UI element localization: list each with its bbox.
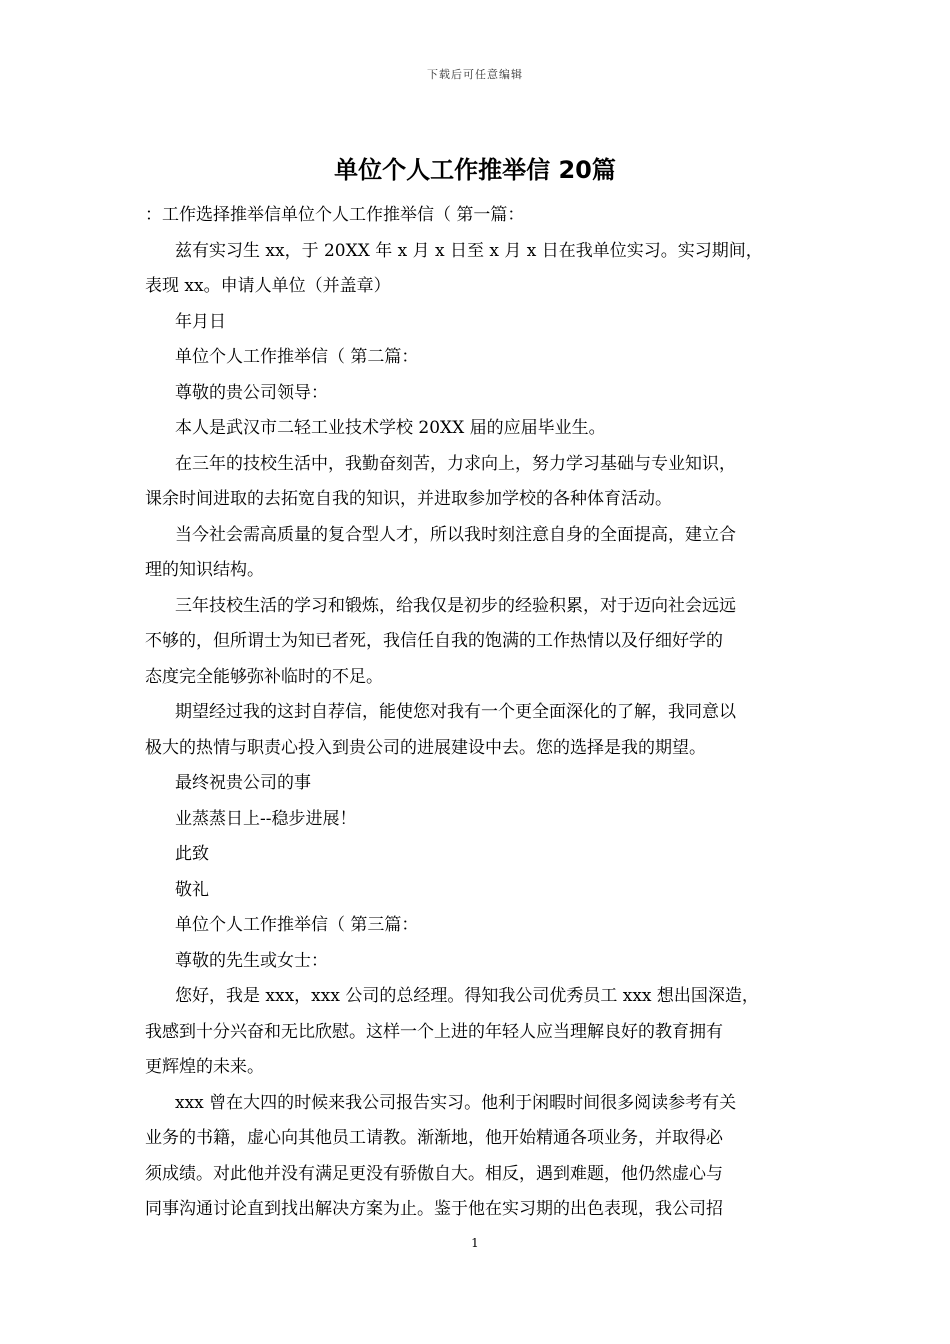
text-line: 须成绩。对此他并没有满足更没有骄傲自大。相反，遇到难题，他仍然虚心与 — [145, 1163, 723, 1184]
text-line: 态度完全能够弥补临时的不足。 — [145, 666, 383, 687]
page-number: 1 — [471, 1236, 479, 1250]
text-line: 尊敬的先生或女士： — [175, 950, 328, 971]
text-line: 单位个人工作推举信（ 第三篇： — [175, 915, 419, 935]
text-line: 在三年的技校生活中，我勤奋刻苦，力求向上，努力学习基础与专业知识， — [175, 453, 736, 474]
document-body — [145, 198, 810, 1228]
text-line: 本人是武汉市二轻工业技术学校 20XX 届的应届毕业生。 — [175, 418, 606, 438]
text-line: 您好，我是 xxx，xxx 公司的总经理。得知我公司优秀员工 xxx 想出国深造， — [175, 986, 759, 1006]
text-line: 同事沟通讨论直到找出解决方案为止。鉴于他在实习期的出色表现，我公司招 — [145, 1199, 723, 1219]
page-header-note: 下载后可任意编辑 — [427, 68, 523, 81]
text-line: 更辉煌的未来。 — [145, 1057, 264, 1077]
text-line: 理的知识结构。 — [145, 560, 264, 580]
text-line: 最终祝贵公司的事 — [175, 773, 311, 793]
text-line: 当今社会需高质量的复合型人才，所以我时刻注意自身的全面提高，建立合 — [175, 524, 736, 545]
text-line: 课余时间进取的去拓宽自我的知识，并进取参加学校的各种体育活动。 — [145, 489, 672, 509]
text-line: xxx 曾在大四的时候来我公司报告实习。他利于闲暇时间很多阅读参考有关 — [175, 1092, 737, 1113]
text-line: 尊敬的贵公司领导： — [175, 382, 328, 403]
text-line: 兹有实习生 xx，于 20XX 年 x 月 x 日至 x 月 x 日在我单位实习。实习期间， — [175, 240, 763, 261]
text-line: 三年技校生活的学习和锻炼，给我仅是初步的经验积累，对于迈向社会远远 — [175, 595, 736, 616]
text-line: 极大的热情与职责心投入到贵公司的进展建设中去。您的选择是我的期望。 — [145, 737, 706, 758]
text-line: 我感到十分兴奋和无比欣慰。这样一个上进的年轻人应当理解良好的教育拥有 — [145, 1021, 723, 1042]
text-line: 业蒸蒸日上--稳步进展！ — [175, 808, 357, 829]
text-line: ：工作选择推举信单位个人工作推举信（ 第一篇： — [145, 205, 525, 225]
text-line: 业务的书籍，虚心向其他员工请教。渐渐地，他开始精通各项业务，并取得必 — [145, 1128, 723, 1148]
text-line: 表现 xx。申请人单位（并盖章） — [145, 276, 391, 296]
text-line: 不够的，但所谓士为知已者死，我信任自我的饱满的工作热情以及仔细好学的 — [145, 631, 723, 651]
text-line: 敬礼 — [175, 879, 209, 900]
text-line: 单位个人工作推举信（ 第二篇： — [175, 347, 419, 367]
document-title: 单位个人工作推举信 20篇 — [334, 156, 616, 184]
text-line: 此致 — [175, 844, 209, 864]
text-line: 期望经过我的这封自荐信，能使您对我有一个更全面深化的了解，我同意以 — [175, 702, 736, 722]
text-line: 年月日 — [175, 311, 226, 332]
